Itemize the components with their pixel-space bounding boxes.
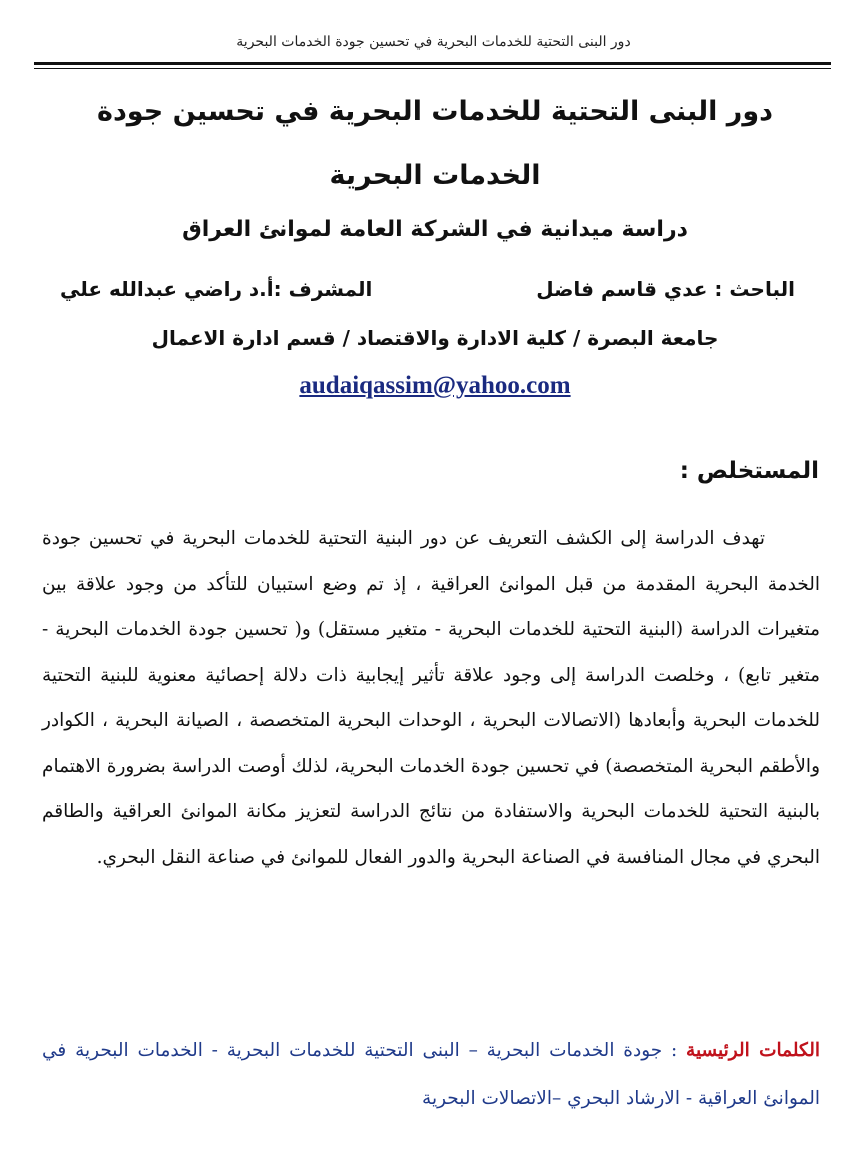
keywords-text: : جودة الخدمات البحرية – البنى التحتية للخدمات البحرية - الخدمات البحرية في الموانئ العراقية - الارشاد البحري –الاتصالات البحرية — [42, 1040, 820, 1109]
running-header: دور البنى التحتية للخدمات البحرية في تحسين جودة الخدمات البحرية — [236, 34, 631, 50]
authors-line — [50, 269, 795, 309]
keywords-label: الكلمات الرئيسية — [686, 1040, 820, 1061]
paper-title: دور البنى التحتية للخدمات البحرية في تحسين جودة الخدمات البحرية — [97, 96, 773, 191]
header-rule-thin — [34, 68, 831, 69]
researcher-name: الباحث : عدي قاسم فاضل — [536, 277, 795, 301]
author-email-link[interactable]: audaiqassim@yahoo.com — [299, 372, 571, 399]
paper-subtitle: دراسة ميدانية في الشركة العامة لموانئ العراق — [182, 217, 688, 242]
header-rule — [34, 62, 831, 65]
abstract-body: تهدف الدراسة إلى الكشف التعريف عن دور البنية التحتية للخدمات البحرية في تحسين جودة الخدمة البحرية المقدمة من قبل الموانئ العراقية ، إذ تم وضع استبيان للتأكد من وجود علاقة بين متغيرات الدراسة (البنية التحتية للخدمات البحرية - متغير مستقل) و( تحسين جودة الخدمات البحرية - متغير تابع) ، وخلصت الدراسة إلى وجود علاقة تأثير إيجابية ذات دلالة إحصائية معنوية للبنية التحتية للخدمات البحرية وأبعادها (الاتصالات البحرية ، الوحدات البحرية المتخصصة ، الصيانة البحرية ، الكوادر والأطقم البحرية المتخصصة) في تحسين جودة الخدمات البحرية، لذلك أوصت الدراسة بضرورة الاهتمام بالبنية التحتية للخدمات البحرية والاستفادة من نتائج الدراسة لتعزيز مكانة الموانئ العراقية والطاقم البحري في مجال المنافسة في الصناعة البحرية والدور الفعال للموانئ في صناعة النقل البحري. — [42, 528, 820, 868]
abstract-heading: المستخلص : — [679, 458, 819, 484]
keywords-paragraph — [42, 1027, 820, 1123]
affiliation: جامعة البصرة / كلية الادارة والاقتصاد / قسم ادارة الاعمال — [151, 326, 719, 350]
supervisor-name: المشرف :أ.د راضي عبدالله علي — [60, 277, 373, 301]
